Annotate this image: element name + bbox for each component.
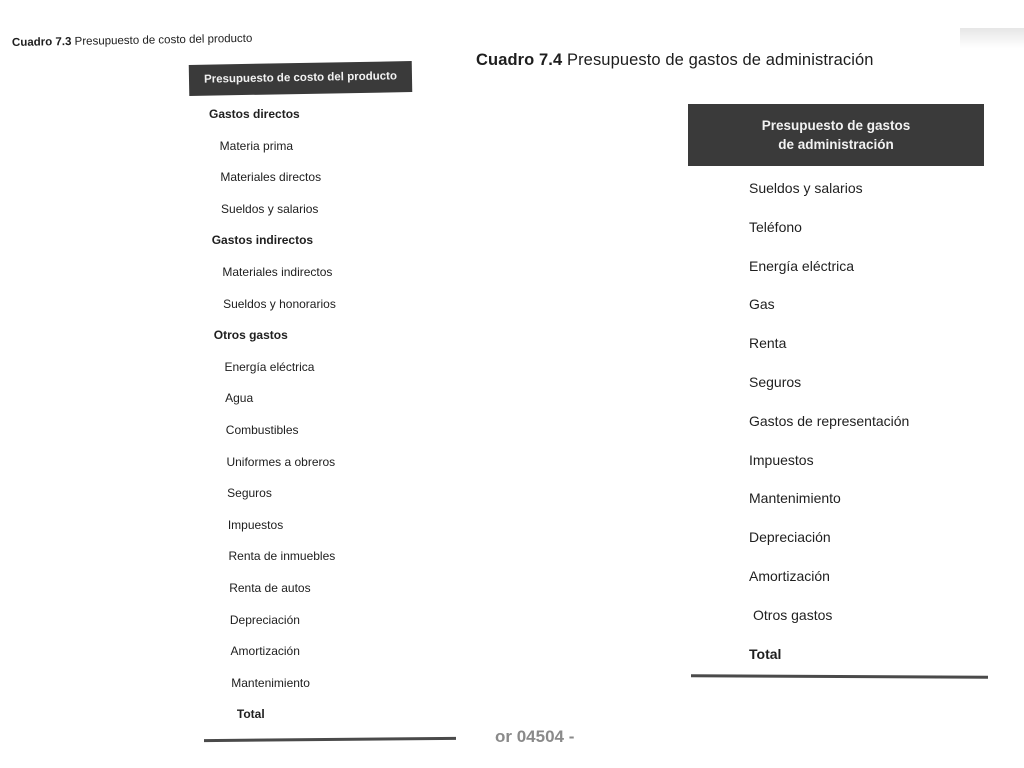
left-item-row: Renta de autos [229, 581, 311, 595]
right-item-row: Mantenimiento [749, 490, 841, 507]
left-category-row: Otros gastos [213, 328, 288, 343]
right-item-row: Teléfono [749, 218, 802, 235]
left-item-row: Mantenimiento [231, 675, 310, 690]
right-total-row: Total [749, 645, 782, 662]
right-item-row: Impuestos [749, 451, 814, 468]
right-item-row: Gas [749, 296, 775, 313]
right-item-row: Otros gastos [753, 606, 833, 623]
right-item-row: Energía eléctrica [749, 257, 855, 274]
right-table-header [688, 104, 984, 166]
left-item-row: Depreciación [229, 612, 300, 627]
left-caption-number: Cuadro 7.3 [11, 35, 72, 49]
left-item-row: Energía eléctrica [224, 359, 315, 374]
left-table-bottom-rule [204, 737, 456, 742]
right-item-row: Gastos de representación [749, 412, 910, 429]
left-item-row: Materiales indirectos [222, 265, 333, 279]
left-table-header: Presupuesto de costo del producto [189, 61, 413, 96]
left-item-row: Materiales directos [220, 170, 322, 185]
left-item-row: Uniformes a obreros [226, 454, 336, 469]
left-total-row: Total [236, 707, 265, 722]
right-item-row: Renta [749, 335, 787, 352]
left-item-row: Sueldos y salarios [221, 201, 319, 216]
right-table-caption [476, 51, 874, 70]
left-item-row: Sueldos y honorarios [223, 296, 336, 311]
left-item-row: Agua [225, 391, 254, 406]
left-caption-text: Presupuesto de costo del producto [74, 32, 253, 48]
left-category-row: Gastos indirectos [211, 233, 314, 248]
right-item-row: Amortización [749, 568, 830, 584]
left-item-row: Combustibles [225, 423, 299, 437]
right-item-row: Seguros [749, 374, 802, 390]
right-header-line-1: Presupuesto de gastos [761, 118, 911, 133]
left-category-row: Gastos directos [209, 107, 300, 121]
left-item-row: Seguros [227, 486, 272, 501]
left-item-row: Renta de inmuebles [228, 549, 336, 564]
left-item-row: Materia prima [219, 138, 294, 153]
left-item-row: Amortización [230, 644, 300, 659]
left-item-row: Impuestos [227, 517, 284, 532]
footer-watermark-text: or 04504 - [495, 727, 575, 746]
right-item-row: Sueldos y salarios [749, 180, 863, 196]
scan-edge-shadow [960, 28, 1024, 48]
right-caption-text: Presupuesto de gastos de administración [566, 51, 874, 69]
right-header-line-2: de administración [778, 137, 894, 152]
right-table-bottom-rule [691, 674, 988, 679]
left-table-caption [12, 33, 253, 49]
right-caption-number: Cuadro 7.4 [476, 51, 563, 69]
right-item-row: Depreciación [749, 529, 831, 546]
